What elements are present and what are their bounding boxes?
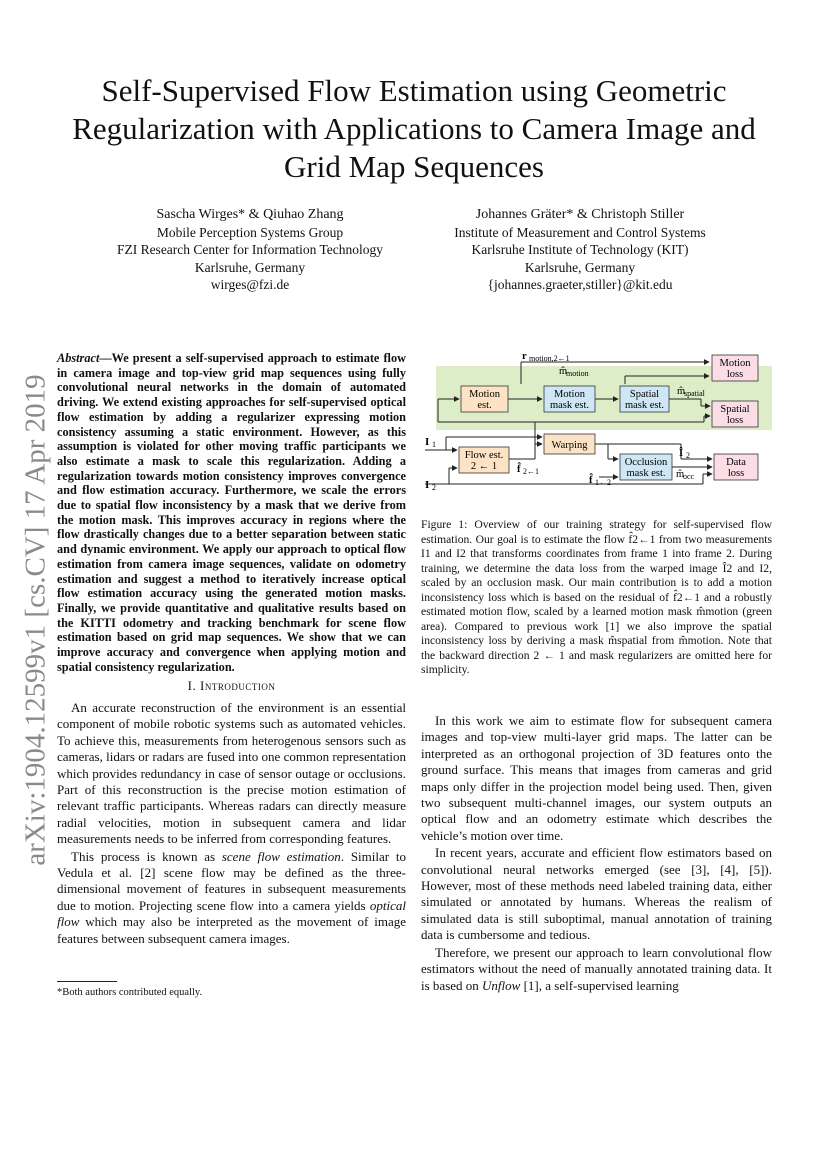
- author-block-2: [430, 206, 730, 294]
- author-names: Johannes Gräter* & Christoph Stiller: [475, 207, 685, 222]
- section-heading: [57, 678, 406, 694]
- author-affiliation: FZI Research Center for Information Technology: [116, 242, 384, 257]
- i2hat-label: Î: [679, 448, 684, 459]
- author-email: wirges@fzi.de: [210, 277, 290, 292]
- abstract-text: —We present a self-supervised approach to estimate flow in camera image and top-view grid map sequences using fully convolutional neural networks in the domain of automated driving. We extend existing approaches for self-supervised optical flow estimation by adding a regularizer expressing motion consistency assuming a static environment. However, as this assumption is violated for other moving traffic participants we also estimate a mask to scale this regularization. Adding a regularization towards motion consistency improves convergence and flow estimation accuracy. Furthermore, we scale the errors due to spatial flow inconsistency by a mask that we derive from the motion mask. This improves accuracy in regions where the flow drastically changes due to a better separation between static and dynamic environment. We apply our approach to optical flow estimation from camera image sequences, validate on odometry estimation and suggest a method to iteratively increase optical flow estimation accuracy using the generated motion masks. Finally, we provide quantitative and qualitative results based on the KITTI odometry and tracking benchmark for scene flow estimation based on grid map sequences. We show that we can improve accuracy and convergence when applying motion and spatial consistency regularization.: [57, 351, 406, 674]
- m-spatial-label: m̂: [677, 386, 686, 397]
- paragraph: In this work we aim to estimate flow for subsequent camera images and top-view multi-layer grid maps. The latter can be interpreted as an orthogonal projection of 3D features onto the ground surface. This means that images from cameras and grid maps only differ in the projection model being used. Then, given two subsequent multi-channel images, our system outputs an optical flow and an odometry estimate which describes the vehicle’s motion over time.: [421, 713, 772, 843]
- node-text: Spatial: [629, 389, 660, 400]
- author-names: Sascha Wirges* & Qiuhao Zhang: [156, 207, 344, 222]
- node-text: Motion: [719, 358, 751, 369]
- i2-sub: 2: [432, 483, 436, 492]
- footnote-rule: [57, 981, 117, 982]
- author-location: Karlsruhe, Germany: [524, 259, 636, 275]
- node-text: Occlusion: [624, 457, 668, 468]
- node-text: Motion: [554, 389, 585, 400]
- node-text: loss: [726, 415, 744, 426]
- paragraph: In recent years, accurate and efficient flow estimators based on convolutional neural networks emerged (see [3], [4], [5]). However, most of these methods need labeled training data, either simulated or annotated by humans. Whereas the realism of simulated data is still suboptimal, manual annotation of training data is cumbersome and tedious.: [421, 845, 772, 943]
- node-text: Data: [726, 457, 746, 468]
- node-text: mask est.: [626, 468, 666, 479]
- node-text: loss: [727, 468, 745, 479]
- intro-left-column: [57, 700, 406, 947]
- f12-label: f̂: [589, 475, 593, 486]
- m-motion-label: m̂: [559, 366, 568, 377]
- node-text: mask est.: [624, 400, 665, 411]
- f21-label: f̂: [517, 464, 521, 475]
- figure-diagram: [421, 350, 773, 495]
- m-spatial-sub: spatial: [684, 389, 705, 398]
- node-text: Motion: [469, 389, 500, 400]
- abstract: [57, 351, 406, 674]
- m-motion-sub: motion: [566, 369, 589, 378]
- footnote: *Both authors contributed equally.: [57, 987, 203, 998]
- f21-sub: 2←1: [523, 467, 539, 476]
- paragraph: Therefore, we present our approach to learn convolutional flow estimators without the need of manually annotated training data. It is based on Unflow [1], a self-supervised learning: [421, 944, 772, 993]
- author-affiliation: Institute of Measurement and Control Systems: [454, 224, 706, 240]
- arxiv-id: arXiv:1904.12599v1 [cs.CV] 17 Apr 2019: [19, 374, 52, 866]
- node-text: loss: [726, 369, 744, 380]
- i1-label: I: [425, 436, 430, 448]
- node-text: Spatial: [720, 404, 750, 415]
- paper-title: Self-Supervised Flow Estimation using Geometric Regularization with Applications to Camera Image and Grid Map Sequences: [72, 73, 756, 184]
- author-email: {johannes.graeter,stiller}@kit.edu: [487, 277, 673, 292]
- paragraph: This process is known as scene flow estimation. Similar to Vedula et al. [2] scene flow may be defined as the three-dimensional movement of features in subsequent measurements due to motion. Projecting scene flow into a camera yields optical flow which may also be interpreted as the movement of image features between subsequent camera images.: [57, 848, 406, 946]
- intro-right-column: [421, 713, 772, 994]
- node-text: est.: [477, 400, 492, 411]
- arxiv-sidebar: [16, 360, 56, 880]
- section-number: I.: [187, 678, 197, 693]
- node-text: 2 ← 1: [470, 461, 498, 472]
- figure-caption: Figure 1: Overview of our training strategy for self-supervised flow estimation. Our goal is to estimate the flow f̂2←1 from two measurements I1 and I2 that transforms coordinates from frame 1 into frame 2. During training, we determine the data loss from the warped image Î2 and I2, scaled by an occlusion mask. Our main contribution is to add a motion inconsistency loss which is based on the residual of f̂2←1 and a robustly estimated motion flow, scaled by a learned motion mask m̂motion (green area). Compared to previous work [1] we also improve the spatial inconsistency loss by deriving a mask m̂spatial from m̂motion. Note that the backward direction 2 ← 1 and mask regularizers are omitted here for simplicity.: [421, 518, 772, 676]
- m-occ-sub: occ: [683, 472, 695, 481]
- abstract-label: Abstract: [57, 351, 100, 365]
- author-block-1: [85, 206, 415, 294]
- r-motion-label: r: [522, 351, 527, 362]
- i2-label: I: [425, 479, 430, 491]
- author-affiliation: Mobile Perception Systems Group: [156, 224, 344, 240]
- node-text: mask est.: [549, 400, 590, 411]
- section-title: Introduction: [200, 678, 276, 693]
- i2hat-sub: 2: [686, 451, 690, 460]
- r-motion-sub: motion,2←1: [529, 354, 570, 363]
- author-location: Karlsruhe, Germany: [194, 259, 306, 275]
- i1-sub: 1: [432, 440, 436, 449]
- m-occ-label: m̂: [676, 469, 685, 480]
- paragraph: An accurate reconstruction of the environment is an essential component of mobile robotic systems such as automated vehicles. To achieve this, measurements from heterogenous sensors such as cameras, lidars or radars are fused into one common representation which provides redundancy in case of sensor outage or occlusions. Part of this reconstruction is the precise motion estimation of relevant traffic participants. Whereas radars can directly measure radial velocities, motion in subsequent camera and lidar measurements needs to be inferred from corresponding features.: [57, 700, 406, 847]
- node-text: Flow est.: [464, 450, 504, 461]
- node-text: Warping: [551, 440, 588, 451]
- author-affiliation: Karlsruhe Institute of Technology (KIT): [471, 242, 689, 257]
- f12-sub: 1←2: [595, 478, 611, 487]
